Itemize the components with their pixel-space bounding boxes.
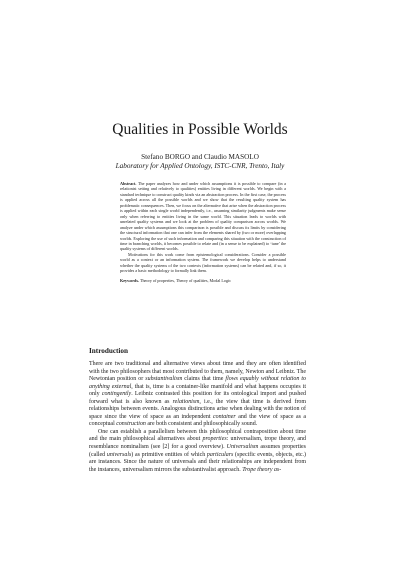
body-text: , i.e., the view that time is derived from relationships between events. Analogous distinctions arise when dealing with the notion of space since the view of space as an independent [89,398,307,420]
body-text: , that is, time is a container-like manifold and what happens occupies it only [89,383,307,398]
paper-authors: Stefano BORGO and Claudio MASOLO [141,153,259,161]
emphasis-text: substantivalism [145,376,183,383]
body-text: There are two traditional and alternative views about time and they are often identified with the two philosophers that most contributed to them, namely, Newton and Leibniz. The Newtonian position or [89,361,306,383]
section-heading-introduction: Introduction [89,347,129,355]
body-text: (specific events, objects, etc.) are instances. Since the nature of universals and their relationships are independent from the instances, universalism mirrors the substantivalist approach. [89,451,306,473]
body-text: are both consistent and philosophically sound. [145,421,258,428]
emphasis-text: contingently [101,391,132,398]
body-text: ) as primitive entities of which [131,451,207,458]
emphasis-text: universals [106,451,132,458]
body-text: assumes properties (called [89,444,306,458]
body-text: : universalism, trope theory, and resemblance nominalism (see [2] for a good overview). [89,436,306,451]
author-affiliation: Laboratory for Applied Ontology, ISTC-CNR, Trento, Italy [115,162,285,170]
body-text: . Leibniz contrasted this position for its ontological import and pushed forward what is also known as [89,391,306,405]
emphasis-text: flows equably without relation to anything external [89,376,306,390]
body-text: claims that time [182,376,226,383]
body-paragraph-2 [89,429,306,474]
keywords [120,278,286,283]
emphasis-text: container [212,413,236,420]
emphasis-text: relationism [172,398,200,405]
body-text: and the view of space as a conceptual [89,413,306,428]
emphasis-text: Universalism [226,444,259,451]
introduction-body [89,361,306,474]
paper-title: Qualities in Possible Worlds [112,121,288,138]
abstract-paragraph-1 [120,181,286,252]
abstract-text-1: The paper analyzes how and under which assumptions it is possible to compare (in a relationist setting and relatively to qualities) entities living in different worlds. We begin with a standard technique to construct quality kinds via an abstraction process. In the first case, the process is applied across all the possible worlds and we show that the resulting quality system has problematic consequences. Then, we focus on the alternative that arise when the abstraction process is applied within each single world independently, i.e., assuming similarity judgments make sense only when referring to entities living in the same world. This situation leads to worlds with unrelated quality systems and we look at the problem of quality comparison across worlds. We analyze under which assumptions this comparison is possible and discuss its limits by considering the structural information that one can infer from the elements shared by (two or more) overlapping worlds. Exploring the use of such information and comparing this situation with the construction of time in branching worlds, it becomes possible to relate and (in a sense to be explained) to ‘tune’ the quality systems of different worlds. [120,181,286,252]
emphasis-text: construction [116,421,146,428]
keywords-text: Theory of properties, Theory of qualities, Modal Logic [138,277,232,283]
abstract [120,181,286,283]
abstract-label: Abstract. [120,181,137,186]
emphasis-text: Trope theory as- [242,466,282,473]
emphasis-text: particulars [206,451,234,458]
keywords-label: Keywords. [120,277,139,283]
body-text: One can establish a parallelism between this philosophical contraposition about time and the main philosophical alternatives about [89,428,306,443]
emphasis-text: properties [202,436,227,443]
body-paragraph-1 [89,361,306,429]
abstract-paragraph-2: Motivations for this work come from epistemological considerations. Consider a possible world as a context or an information system. The framework we develop helps to understand whether the quality systems of the two contexts (information systems) can be related and, if so, it provides a basic methodology to formally link them. [120,251,286,274]
